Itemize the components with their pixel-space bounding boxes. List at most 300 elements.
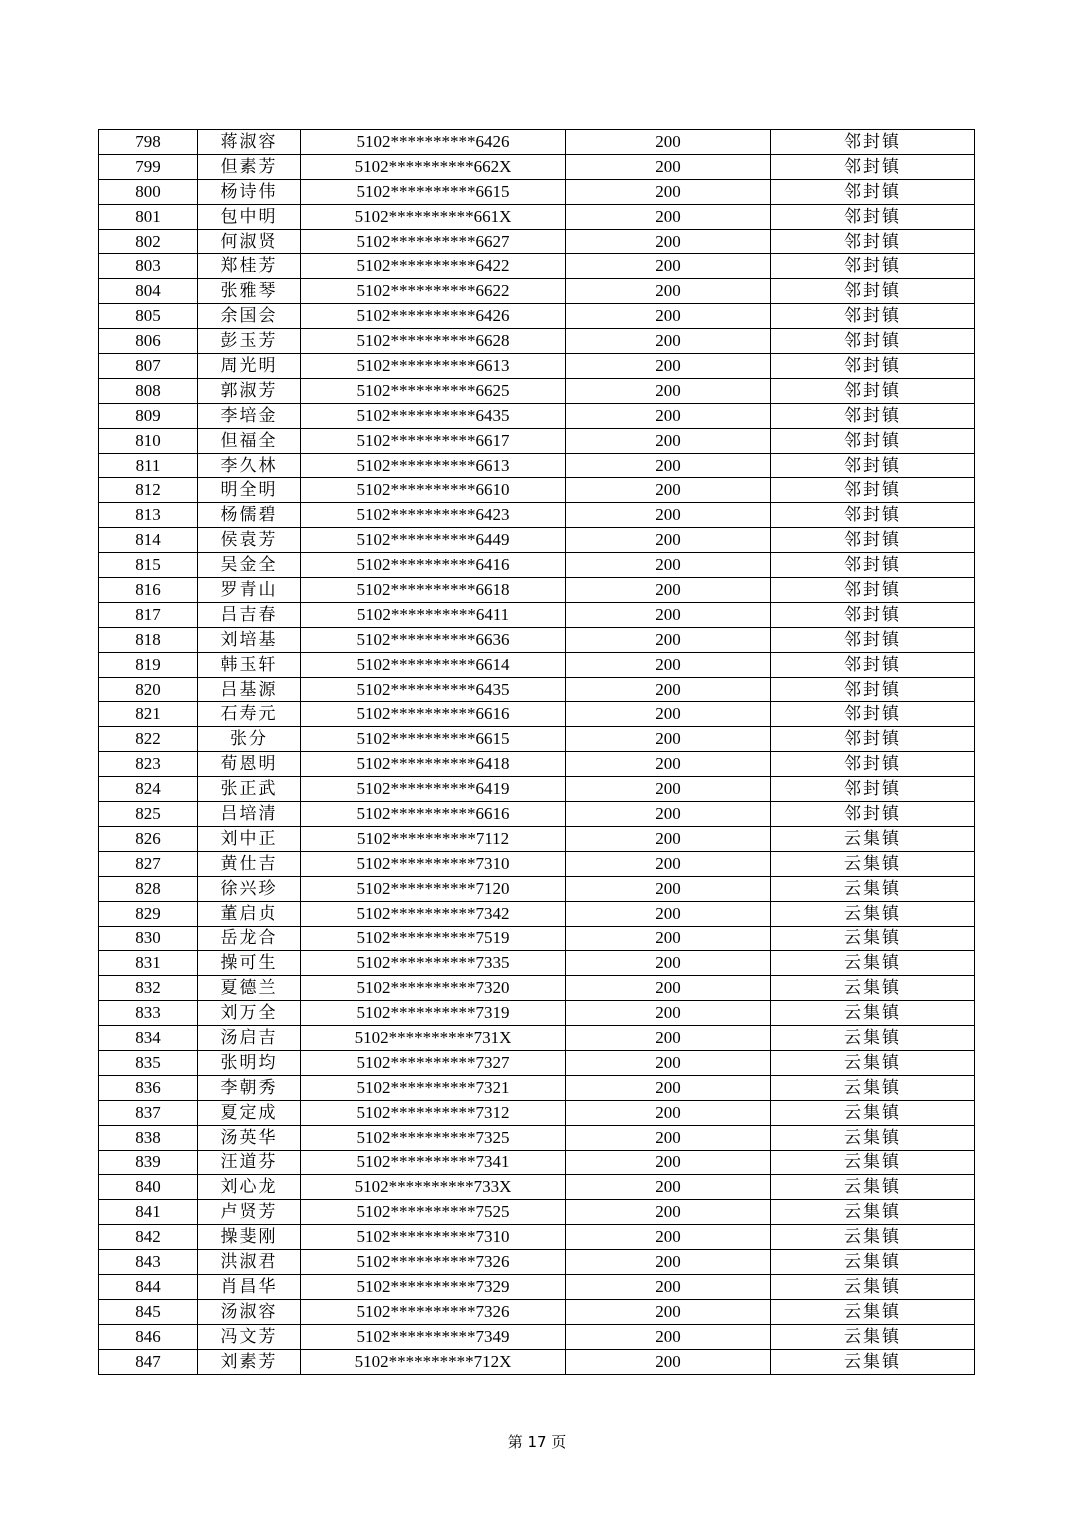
name-cell: 张正武 bbox=[198, 777, 301, 802]
town-cell: 邻封镇 bbox=[771, 204, 975, 229]
id-number-cell: 5102**********6615 bbox=[301, 727, 566, 752]
table-row bbox=[99, 453, 975, 478]
table-row bbox=[99, 154, 975, 179]
town-cell: 邻封镇 bbox=[771, 254, 975, 279]
id-number-cell: 5102**********7321 bbox=[301, 1075, 566, 1100]
id-number-cell: 5102**********6636 bbox=[301, 627, 566, 652]
town-cell: 邻封镇 bbox=[771, 652, 975, 677]
amount-cell: 200 bbox=[566, 1200, 771, 1225]
table-row bbox=[99, 279, 975, 304]
row-number-cell: 813 bbox=[99, 503, 198, 528]
table-row bbox=[99, 976, 975, 1001]
records-table bbox=[98, 129, 975, 1375]
town-cell: 邻封镇 bbox=[771, 130, 975, 155]
town-cell: 邻封镇 bbox=[771, 478, 975, 503]
table-row bbox=[99, 1250, 975, 1275]
town-cell: 邻封镇 bbox=[771, 154, 975, 179]
town-cell: 云集镇 bbox=[771, 1274, 975, 1299]
row-number-cell: 837 bbox=[99, 1100, 198, 1125]
row-number-cell: 829 bbox=[99, 901, 198, 926]
name-cell: 余国会 bbox=[198, 304, 301, 329]
table-row bbox=[99, 677, 975, 702]
name-cell: 郑桂芳 bbox=[198, 254, 301, 279]
table-row bbox=[99, 354, 975, 379]
town-cell: 邻封镇 bbox=[771, 453, 975, 478]
amount-cell: 200 bbox=[566, 826, 771, 851]
id-number-cell: 5102**********6435 bbox=[301, 403, 566, 428]
amount-cell: 200 bbox=[566, 130, 771, 155]
town-cell: 云集镇 bbox=[771, 1150, 975, 1175]
row-number-cell: 819 bbox=[99, 652, 198, 677]
town-cell: 云集镇 bbox=[771, 826, 975, 851]
id-number-cell: 5102**********6426 bbox=[301, 304, 566, 329]
town-cell: 邻封镇 bbox=[771, 727, 975, 752]
table-row bbox=[99, 130, 975, 155]
name-cell: 张雅琴 bbox=[198, 279, 301, 304]
amount-cell: 200 bbox=[566, 229, 771, 254]
town-cell: 云集镇 bbox=[771, 1075, 975, 1100]
row-number-cell: 840 bbox=[99, 1175, 198, 1200]
row-number-cell: 843 bbox=[99, 1250, 198, 1275]
town-cell: 云集镇 bbox=[771, 851, 975, 876]
row-number-cell: 842 bbox=[99, 1225, 198, 1250]
town-cell: 邻封镇 bbox=[771, 329, 975, 354]
table-row bbox=[99, 1150, 975, 1175]
amount-cell: 200 bbox=[566, 1150, 771, 1175]
table-row bbox=[99, 1075, 975, 1100]
id-number-cell: 5102**********6616 bbox=[301, 802, 566, 827]
name-cell: 董启贞 bbox=[198, 901, 301, 926]
row-number-cell: 825 bbox=[99, 802, 198, 827]
row-number-cell: 798 bbox=[99, 130, 198, 155]
name-cell: 徐兴珍 bbox=[198, 876, 301, 901]
amount-cell: 200 bbox=[566, 1050, 771, 1075]
amount-cell: 200 bbox=[566, 602, 771, 627]
amount-cell: 200 bbox=[566, 851, 771, 876]
row-number-cell: 818 bbox=[99, 627, 198, 652]
amount-cell: 200 bbox=[566, 1324, 771, 1349]
row-number-cell: 823 bbox=[99, 752, 198, 777]
name-cell: 卢贤芳 bbox=[198, 1200, 301, 1225]
name-cell: 夏德兰 bbox=[198, 976, 301, 1001]
name-cell: 刘培基 bbox=[198, 627, 301, 652]
name-cell: 岳龙合 bbox=[198, 926, 301, 951]
name-cell: 汤启吉 bbox=[198, 1026, 301, 1051]
amount-cell: 200 bbox=[566, 1225, 771, 1250]
name-cell: 冯文芳 bbox=[198, 1324, 301, 1349]
name-cell: 肖昌华 bbox=[198, 1274, 301, 1299]
id-number-cell: 5102**********7312 bbox=[301, 1100, 566, 1125]
town-cell: 云集镇 bbox=[771, 1324, 975, 1349]
id-number-cell: 5102**********6419 bbox=[301, 777, 566, 802]
name-cell: 周光明 bbox=[198, 354, 301, 379]
name-cell: 刘中正 bbox=[198, 826, 301, 851]
table-row bbox=[99, 329, 975, 354]
amount-cell: 200 bbox=[566, 304, 771, 329]
town-cell: 云集镇 bbox=[771, 1175, 975, 1200]
table-row bbox=[99, 901, 975, 926]
table-row bbox=[99, 528, 975, 553]
amount-cell: 200 bbox=[566, 478, 771, 503]
row-number-cell: 800 bbox=[99, 179, 198, 204]
name-cell: 吕吉春 bbox=[198, 602, 301, 627]
name-cell: 黄仕吉 bbox=[198, 851, 301, 876]
table-row bbox=[99, 851, 975, 876]
row-number-cell: 847 bbox=[99, 1349, 198, 1374]
table-row bbox=[99, 179, 975, 204]
town-cell: 邻封镇 bbox=[771, 702, 975, 727]
row-number-cell: 820 bbox=[99, 677, 198, 702]
amount-cell: 200 bbox=[566, 453, 771, 478]
name-cell: 明全明 bbox=[198, 478, 301, 503]
row-number-cell: 831 bbox=[99, 951, 198, 976]
row-number-cell: 833 bbox=[99, 1001, 198, 1026]
row-number-cell: 815 bbox=[99, 553, 198, 578]
town-cell: 邻封镇 bbox=[771, 677, 975, 702]
row-number-cell: 817 bbox=[99, 602, 198, 627]
name-cell: 何淑贤 bbox=[198, 229, 301, 254]
table-row bbox=[99, 876, 975, 901]
town-cell: 邻封镇 bbox=[771, 304, 975, 329]
row-number-cell: 844 bbox=[99, 1274, 198, 1299]
amount-cell: 200 bbox=[566, 403, 771, 428]
town-cell: 邻封镇 bbox=[771, 528, 975, 553]
name-cell: 杨儒碧 bbox=[198, 503, 301, 528]
amount-cell: 200 bbox=[566, 1299, 771, 1324]
town-cell: 邻封镇 bbox=[771, 578, 975, 603]
id-number-cell: 5102**********6613 bbox=[301, 453, 566, 478]
row-number-cell: 801 bbox=[99, 204, 198, 229]
name-cell: 汤英华 bbox=[198, 1125, 301, 1150]
table-row bbox=[99, 951, 975, 976]
id-number-cell: 5102**********7519 bbox=[301, 926, 566, 951]
town-cell: 云集镇 bbox=[771, 1100, 975, 1125]
amount-cell: 200 bbox=[566, 254, 771, 279]
table-row bbox=[99, 204, 975, 229]
id-number-cell: 5102**********6416 bbox=[301, 553, 566, 578]
id-number-cell: 5102**********6614 bbox=[301, 652, 566, 677]
id-number-cell: 5102**********6610 bbox=[301, 478, 566, 503]
row-number-cell: 802 bbox=[99, 229, 198, 254]
table-row bbox=[99, 1200, 975, 1225]
name-cell: 蒋淑容 bbox=[198, 130, 301, 155]
town-cell: 邻封镇 bbox=[771, 503, 975, 528]
row-number-cell: 824 bbox=[99, 777, 198, 802]
row-number-cell: 804 bbox=[99, 279, 198, 304]
amount-cell: 200 bbox=[566, 204, 771, 229]
amount-cell: 200 bbox=[566, 354, 771, 379]
table-row bbox=[99, 727, 975, 752]
id-number-cell: 5102**********662X bbox=[301, 154, 566, 179]
id-number-cell: 5102**********7112 bbox=[301, 826, 566, 851]
row-number-cell: 827 bbox=[99, 851, 198, 876]
town-cell: 云集镇 bbox=[771, 1050, 975, 1075]
id-number-cell: 5102**********7327 bbox=[301, 1050, 566, 1075]
amount-cell: 200 bbox=[566, 528, 771, 553]
name-cell: 郭淑芳 bbox=[198, 378, 301, 403]
id-number-cell: 5102**********7349 bbox=[301, 1324, 566, 1349]
town-cell: 邻封镇 bbox=[771, 378, 975, 403]
town-cell: 云集镇 bbox=[771, 1299, 975, 1324]
name-cell: 包中明 bbox=[198, 204, 301, 229]
id-number-cell: 5102**********6449 bbox=[301, 528, 566, 553]
name-cell: 洪淑君 bbox=[198, 1250, 301, 1275]
amount-cell: 200 bbox=[566, 1250, 771, 1275]
id-number-cell: 5102**********6627 bbox=[301, 229, 566, 254]
id-number-cell: 5102**********6618 bbox=[301, 578, 566, 603]
name-cell: 吴金全 bbox=[198, 553, 301, 578]
table-row bbox=[99, 777, 975, 802]
name-cell: 李久林 bbox=[198, 453, 301, 478]
amount-cell: 200 bbox=[566, 279, 771, 304]
amount-cell: 200 bbox=[566, 1100, 771, 1125]
town-cell: 云集镇 bbox=[771, 901, 975, 926]
id-number-cell: 5102**********7525 bbox=[301, 1200, 566, 1225]
id-number-cell: 5102**********6615 bbox=[301, 179, 566, 204]
amount-cell: 200 bbox=[566, 1075, 771, 1100]
row-number-cell: 841 bbox=[99, 1200, 198, 1225]
id-number-cell: 5102**********6622 bbox=[301, 279, 566, 304]
table-row bbox=[99, 652, 975, 677]
id-number-cell: 5102**********6411 bbox=[301, 602, 566, 627]
amount-cell: 200 bbox=[566, 1175, 771, 1200]
table-row bbox=[99, 1274, 975, 1299]
name-cell: 操斐刚 bbox=[198, 1225, 301, 1250]
amount-cell: 200 bbox=[566, 154, 771, 179]
row-number-cell: 846 bbox=[99, 1324, 198, 1349]
amount-cell: 200 bbox=[566, 702, 771, 727]
table-row bbox=[99, 1225, 975, 1250]
name-cell: 但素芳 bbox=[198, 154, 301, 179]
name-cell: 韩玉轩 bbox=[198, 652, 301, 677]
town-cell: 云集镇 bbox=[771, 951, 975, 976]
name-cell: 杨诗伟 bbox=[198, 179, 301, 204]
row-number-cell: 826 bbox=[99, 826, 198, 851]
amount-cell: 200 bbox=[566, 727, 771, 752]
id-number-cell: 5102**********7310 bbox=[301, 1225, 566, 1250]
name-cell: 李朝秀 bbox=[198, 1075, 301, 1100]
town-cell: 邻封镇 bbox=[771, 802, 975, 827]
id-number-cell: 5102**********6628 bbox=[301, 329, 566, 354]
town-cell: 云集镇 bbox=[771, 876, 975, 901]
town-cell: 云集镇 bbox=[771, 976, 975, 1001]
town-cell: 云集镇 bbox=[771, 926, 975, 951]
id-number-cell: 5102**********7120 bbox=[301, 876, 566, 901]
id-number-cell: 5102**********7326 bbox=[301, 1299, 566, 1324]
name-cell: 刘素芳 bbox=[198, 1349, 301, 1374]
town-cell: 邻封镇 bbox=[771, 777, 975, 802]
id-number-cell: 5102**********6435 bbox=[301, 677, 566, 702]
row-number-cell: 845 bbox=[99, 1299, 198, 1324]
row-number-cell: 835 bbox=[99, 1050, 198, 1075]
name-cell: 刘心龙 bbox=[198, 1175, 301, 1200]
table-row bbox=[99, 602, 975, 627]
name-cell: 刘万全 bbox=[198, 1001, 301, 1026]
table-row bbox=[99, 578, 975, 603]
row-number-cell: 834 bbox=[99, 1026, 198, 1051]
table-row bbox=[99, 229, 975, 254]
id-number-cell: 5102**********7320 bbox=[301, 976, 566, 1001]
id-number-cell: 5102**********7342 bbox=[301, 901, 566, 926]
name-cell: 石寿元 bbox=[198, 702, 301, 727]
table-row bbox=[99, 1001, 975, 1026]
table-row bbox=[99, 1349, 975, 1374]
amount-cell: 200 bbox=[566, 976, 771, 1001]
town-cell: 云集镇 bbox=[771, 1349, 975, 1374]
table-row bbox=[99, 1026, 975, 1051]
name-cell: 吕基源 bbox=[198, 677, 301, 702]
town-cell: 云集镇 bbox=[771, 1026, 975, 1051]
id-number-cell: 5102**********712X bbox=[301, 1349, 566, 1374]
amount-cell: 200 bbox=[566, 1349, 771, 1374]
amount-cell: 200 bbox=[566, 1001, 771, 1026]
table-row bbox=[99, 802, 975, 827]
amount-cell: 200 bbox=[566, 578, 771, 603]
id-number-cell: 5102**********6422 bbox=[301, 254, 566, 279]
row-number-cell: 830 bbox=[99, 926, 198, 951]
amount-cell: 200 bbox=[566, 802, 771, 827]
row-number-cell: 832 bbox=[99, 976, 198, 1001]
records-body bbox=[99, 130, 975, 1375]
page-number: 第 17 页 bbox=[507, 1433, 567, 1451]
id-number-cell: 5102**********7335 bbox=[301, 951, 566, 976]
town-cell: 云集镇 bbox=[771, 1125, 975, 1150]
table-row bbox=[99, 926, 975, 951]
name-cell: 张分 bbox=[198, 727, 301, 752]
name-cell: 张明均 bbox=[198, 1050, 301, 1075]
id-number-cell: 5102**********7341 bbox=[301, 1150, 566, 1175]
amount-cell: 200 bbox=[566, 677, 771, 702]
name-cell: 荀恩明 bbox=[198, 752, 301, 777]
table-row bbox=[99, 1324, 975, 1349]
amount-cell: 200 bbox=[566, 876, 771, 901]
name-cell: 汤淑容 bbox=[198, 1299, 301, 1324]
name-cell: 罗青山 bbox=[198, 578, 301, 603]
id-number-cell: 5102**********7325 bbox=[301, 1125, 566, 1150]
town-cell: 邻封镇 bbox=[771, 627, 975, 652]
amount-cell: 200 bbox=[566, 1125, 771, 1150]
table-row bbox=[99, 627, 975, 652]
row-number-cell: 828 bbox=[99, 876, 198, 901]
id-number-cell: 5102**********6617 bbox=[301, 428, 566, 453]
id-number-cell: 5102**********6625 bbox=[301, 378, 566, 403]
name-cell: 汪道芬 bbox=[198, 1150, 301, 1175]
name-cell: 夏定成 bbox=[198, 1100, 301, 1125]
amount-cell: 200 bbox=[566, 1274, 771, 1299]
table-row bbox=[99, 826, 975, 851]
amount-cell: 200 bbox=[566, 627, 771, 652]
town-cell: 邻封镇 bbox=[771, 279, 975, 304]
name-cell: 吕培清 bbox=[198, 802, 301, 827]
row-number-cell: 812 bbox=[99, 478, 198, 503]
town-cell: 云集镇 bbox=[771, 1001, 975, 1026]
row-number-cell: 809 bbox=[99, 403, 198, 428]
id-number-cell: 5102**********661X bbox=[301, 204, 566, 229]
amount-cell: 200 bbox=[566, 652, 771, 677]
id-number-cell: 5102**********7319 bbox=[301, 1001, 566, 1026]
id-number-cell: 5102**********733X bbox=[301, 1175, 566, 1200]
town-cell: 邻封镇 bbox=[771, 428, 975, 453]
id-number-cell: 5102**********7329 bbox=[301, 1274, 566, 1299]
table-row bbox=[99, 1299, 975, 1324]
table-row bbox=[99, 403, 975, 428]
town-cell: 邻封镇 bbox=[771, 602, 975, 627]
table-row bbox=[99, 702, 975, 727]
id-number-cell: 5102**********6426 bbox=[301, 130, 566, 155]
row-number-cell: 806 bbox=[99, 329, 198, 354]
id-number-cell: 5102**********731X bbox=[301, 1026, 566, 1051]
town-cell: 邻封镇 bbox=[771, 553, 975, 578]
id-number-cell: 5102**********6418 bbox=[301, 752, 566, 777]
name-cell: 李培金 bbox=[198, 403, 301, 428]
table-row bbox=[99, 254, 975, 279]
id-number-cell: 5102**********7326 bbox=[301, 1250, 566, 1275]
town-cell: 云集镇 bbox=[771, 1225, 975, 1250]
amount-cell: 200 bbox=[566, 926, 771, 951]
amount-cell: 200 bbox=[566, 503, 771, 528]
amount-cell: 200 bbox=[566, 179, 771, 204]
town-cell: 云集镇 bbox=[771, 1250, 975, 1275]
row-number-cell: 799 bbox=[99, 154, 198, 179]
town-cell: 邻封镇 bbox=[771, 229, 975, 254]
row-number-cell: 836 bbox=[99, 1075, 198, 1100]
amount-cell: 200 bbox=[566, 901, 771, 926]
row-number-cell: 839 bbox=[99, 1150, 198, 1175]
table-row bbox=[99, 1050, 975, 1075]
amount-cell: 200 bbox=[566, 752, 771, 777]
table-row bbox=[99, 378, 975, 403]
table-row bbox=[99, 1125, 975, 1150]
amount-cell: 200 bbox=[566, 1026, 771, 1051]
table-row bbox=[99, 478, 975, 503]
row-number-cell: 805 bbox=[99, 304, 198, 329]
town-cell: 邻封镇 bbox=[771, 403, 975, 428]
town-cell: 邻封镇 bbox=[771, 354, 975, 379]
row-number-cell: 810 bbox=[99, 428, 198, 453]
id-number-cell: 5102**********7310 bbox=[301, 851, 566, 876]
id-number-cell: 5102**********6423 bbox=[301, 503, 566, 528]
row-number-cell: 822 bbox=[99, 727, 198, 752]
town-cell: 云集镇 bbox=[771, 1200, 975, 1225]
table-row bbox=[99, 304, 975, 329]
id-number-cell: 5102**********6613 bbox=[301, 354, 566, 379]
row-number-cell: 808 bbox=[99, 378, 198, 403]
row-number-cell: 821 bbox=[99, 702, 198, 727]
row-number-cell: 807 bbox=[99, 354, 198, 379]
table-row bbox=[99, 752, 975, 777]
table-row bbox=[99, 503, 975, 528]
row-number-cell: 838 bbox=[99, 1125, 198, 1150]
name-cell: 侯袁芳 bbox=[198, 528, 301, 553]
amount-cell: 200 bbox=[566, 428, 771, 453]
amount-cell: 200 bbox=[566, 329, 771, 354]
name-cell: 操可生 bbox=[198, 951, 301, 976]
table-row bbox=[99, 1100, 975, 1125]
name-cell: 但福全 bbox=[198, 428, 301, 453]
id-number-cell: 5102**********6616 bbox=[301, 702, 566, 727]
amount-cell: 200 bbox=[566, 378, 771, 403]
table-row bbox=[99, 1175, 975, 1200]
town-cell: 邻封镇 bbox=[771, 179, 975, 204]
name-cell: 彭玉芳 bbox=[198, 329, 301, 354]
amount-cell: 200 bbox=[566, 553, 771, 578]
town-cell: 邻封镇 bbox=[771, 752, 975, 777]
table-row bbox=[99, 428, 975, 453]
amount-cell: 200 bbox=[566, 777, 771, 802]
table-row bbox=[99, 553, 975, 578]
row-number-cell: 803 bbox=[99, 254, 198, 279]
row-number-cell: 811 bbox=[99, 453, 198, 478]
